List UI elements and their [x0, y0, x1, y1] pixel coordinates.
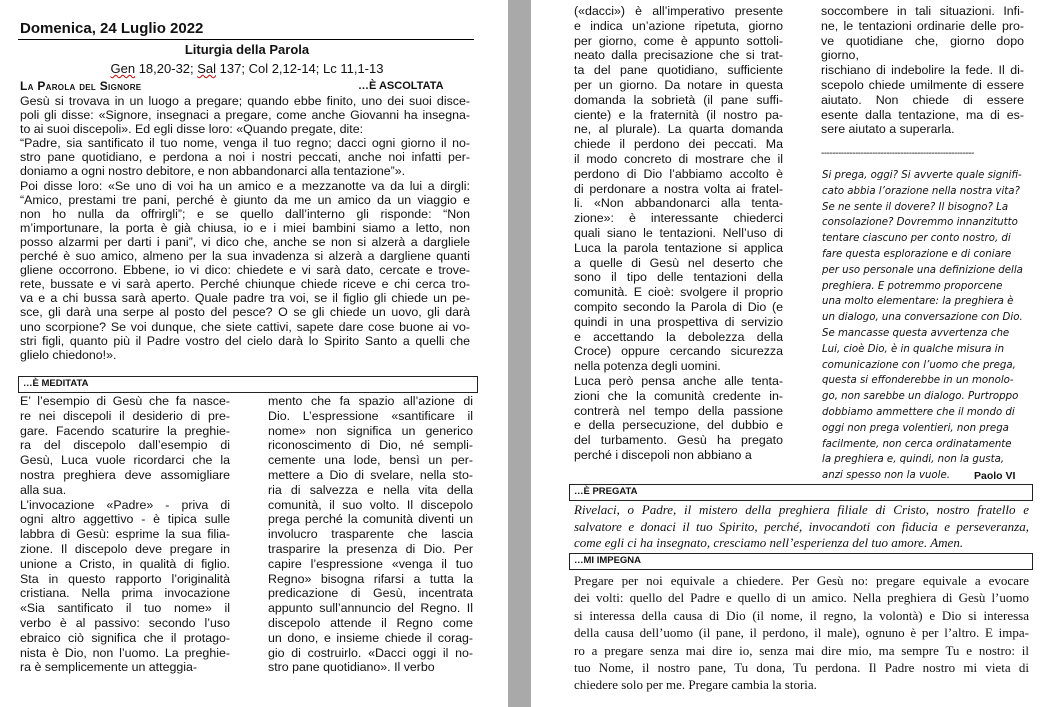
quote-line: go, non sarebbe un dialogo. Purtroppo [822, 391, 1019, 403]
commitment-text [574, 572, 1029, 694]
gospel-line: “Padre, sia santificato il tuo nome, venga il tuo regno; dacci ogni giorno il no- [20, 136, 470, 151]
meditation-column-4 [821, 4, 1024, 137]
text-line: ogni altro aggettivo - è tipica sulle [20, 512, 230, 527]
meditata-label: …È MEDITATA [23, 378, 89, 389]
commitment-line: chiedere solo per me. Pregare cambia la storia. [574, 677, 817, 693]
text-line: zioni che la comunità credente in- [574, 388, 783, 403]
section-tag-ascoltata: …È ASCOLTATA [358, 80, 444, 92]
text-line: mettere a Dio di svelare, nella sto- [268, 467, 473, 482]
text-line: E’ l’esempio di Gesù che fa nasce- [20, 394, 230, 408]
section-title-parola: La Parola del Signore [20, 79, 142, 93]
gospel-line: Gesù si trovava in un luogo a pregare; quando ebbe finito, uno dei suoi disce- [20, 94, 470, 108]
reading-sal: Sal [197, 61, 217, 76]
text-line: L’invocazione «Padre» - priva di [20, 497, 230, 512]
text-line: compito secondo la Parola di Dio (e [574, 299, 783, 314]
text-line: comunità. E cioè: svolgere il proprio [574, 285, 783, 300]
text-line: per un giorno. Da notare in questa [574, 77, 783, 92]
gospel-line: sce, gli darà una serpe al posto del pesce? O se gli chiede un uovo, gli darà [20, 305, 470, 320]
gospel-line: to ai suoi discepoli». Ed egli disse loro: «Quando pregate, dite: [20, 122, 364, 137]
quote-line: Se ne sente il dovere? Il bisogno? La [822, 201, 1009, 213]
quote-line: la preghiera e, quindi, non la gusta, [822, 454, 1005, 466]
text-line: nome» non significa un generico [268, 423, 473, 438]
gospel-line: stri figli, quanto più il Padre vostro del cielo darà lo Spirito Santo a quelli che [20, 333, 470, 348]
text-line: ve quotidiane che, giorno dopo [821, 33, 1024, 48]
text-line: prega perché la comunità diventi un [268, 512, 473, 527]
text-line: domanda la sobrietà (il pane suffi- [574, 92, 783, 107]
text-line: cristiana. Nella prima invocazione [20, 586, 230, 601]
text-line: Luca la parola tentazione si applica [574, 240, 783, 255]
text-line: zione. Il discepolo deve pregare in [20, 541, 230, 556]
quote-line: comunicazione con l’uomo che prega, [822, 359, 1016, 371]
text-line: ciente) e la fraternità (il nostro pa- [574, 107, 783, 122]
text-line: un dono, e insieme chiede il corag- [268, 630, 473, 645]
impegna-box [569, 553, 1033, 570]
text-line: Sta in questo rapporto l’originalità [20, 571, 230, 586]
text-line: verbo è al passivo: secondo l’uso [20, 615, 230, 630]
text-line: ria di salvezza e nella vita della [268, 482, 473, 497]
commitment-line: Pregare per noi equivale a chiedere. Per Gesù no: pregare equivale a evocare [574, 573, 1029, 588]
text-line: gare. Facendo scaturire la preghie- [20, 423, 230, 438]
text-line: appunto sull’annuncio del Regno. Il [268, 601, 473, 616]
quote-line: Si prega, oggi? Si avverte quale signifi- [822, 170, 1022, 181]
text-line: neato dalla precisazione che si trat- [574, 48, 783, 63]
pregata-box [569, 484, 1033, 501]
quote-line: preghiera. E potremmo proporcene [822, 280, 1003, 292]
commitment-line: della causa dell’uomo (il pane, il perdono, il male), ognuno è per l’altro. E impa- [574, 625, 1029, 641]
text-line: ebraico ciò significa che il protago- [20, 630, 230, 645]
gospel-line: m’importunare, la porta è già chiusa, io e i miei bambini siamo a letto, non [20, 220, 470, 235]
readings-line [0, 61, 494, 76]
text-line: Croce) oppure cercando sicurezza [574, 344, 783, 359]
text-line: perché i discepoli non abbiano a [574, 447, 752, 462]
reading-gen: Gen [110, 61, 136, 76]
text-line: del turbamento. Gesù ha pregato [574, 433, 783, 448]
quote-line: dobbiamo ammettere che il mondo di [822, 406, 1015, 418]
quote-line: oggi non prega volentieri, non prega [822, 422, 1009, 434]
text-line: cemente una lode, bensì un per- [268, 453, 473, 468]
text-line: alla sua. [20, 482, 67, 497]
gospel-line: gliene occorrono. Ebbene, io vi dico: chiedete e vi sarà dato, cercate e trove- [20, 263, 470, 278]
text-line: per giorno, come è appunto sottoli- [574, 33, 783, 48]
reading-rest: 137; Col 2,12-14; Lc 11,1-13 [216, 61, 384, 76]
commitment-line: dei volti: quello del Padre e quello di un amico. Nella preghiera di Gesù l’uomo [574, 590, 1029, 606]
text-line: perdono di Dio l’abbiamo accolto è [574, 166, 783, 181]
impegna-label: …MI IMPEGNA [574, 555, 642, 566]
text-line: nista è Dio, non l’uomo. La preghie- [20, 645, 230, 660]
text-line: zione»: è interessante chiederci [574, 211, 783, 226]
text-line: predicazione di Gesù, incentrata [268, 586, 473, 601]
gospel-line: uno scorpione? Se voi dunque, che siete cattivi, sapete dare cose buone ai vo- [20, 319, 470, 334]
text-line: aiutato. Non chiede di essere [821, 92, 1024, 107]
text-line: li. «Non abbandonarci alla tenta- [574, 196, 783, 211]
text-line: labbra di Gesù: esprime la sua filia- [20, 527, 230, 542]
liturgy-heading: Liturgia della Parola [184, 42, 310, 57]
text-line: trasparire la presenza di Dio. Per [268, 541, 473, 556]
gospel-line: posso alzarmi per darti i pani”, vi dico che, anche se non si alzerà a dargliele [20, 234, 470, 249]
commitment-line: tuo Nome, il nostro pane, Tu dona, Tu perdona. Il Padre nostro mi vieta di [574, 660, 1029, 676]
commitment-line: si interessa della causa di Dio (il nome, il regno, la volontà) e Dio si interessa [574, 607, 1029, 623]
text-line: involucro trasparente che lascia [268, 527, 473, 542]
text-line: chiede il perdono dei peccati. Ma [574, 137, 783, 152]
text-line: Dio. L’espressione «santificare il [268, 408, 473, 423]
paolo-vi-quote [822, 168, 1032, 484]
text-line: rischiano di indebolire la fede. Il di- [821, 63, 1024, 78]
gospel-line: glielo chiedono!». [20, 347, 117, 362]
text-line: e della persecuzione, del dubbio e [574, 418, 783, 433]
meditata-box [18, 376, 478, 393]
text-line: nostra preghiera deve assomigliare [20, 467, 230, 482]
text-line: stro pane quotidiano». Il verbo [268, 660, 435, 675]
text-line: esente dalla tentazione, ma di es- [821, 107, 1024, 122]
quote-line: cato abbia l’orazione nella nostra vita? [822, 185, 1020, 197]
prayer-line: come egli ci ha insegnato, cresciamo nell’esperienza del tuo amore. Amen. [574, 535, 964, 550]
text-line: re nei discepoli il desiderio di pre- [20, 408, 230, 423]
text-line: quindi in una prospettiva di servizio [574, 314, 783, 329]
gospel-line: stro pane quotidiano, e perdona a noi i nostri peccati, anche noi infatti per- [20, 150, 470, 165]
gospel-line: “Amico, prestami tre pani, perché è giunto da me un amico da un viaggio e [20, 192, 470, 207]
text-line: Luca però pensa anche alle tenta- [574, 373, 783, 388]
text-line: Regno» bisogna rifarsi a tutta la [268, 571, 473, 586]
gospel-line: poli gli disse: «Signore, insegnaci a pregare, come anche Giovanni ha insegna- [20, 108, 470, 123]
commitment-line: ro a pregare senza mai dire io, senza mai dire mio, ma sempre Tu e nostro: il [574, 642, 1029, 658]
text-line: ne, le tentazioni ordinarie delle pro- [821, 18, 1024, 33]
text-line: discepolo attende il Regno come [268, 615, 473, 630]
left-page [0, 0, 508, 707]
quote-line: tentare ciascuno per conto nostro, di [822, 233, 1011, 245]
text-line: «Sia santificato il tuo nome» il [20, 601, 230, 616]
meditation-column-3 [574, 4, 783, 463]
text-line: riconoscimento di Dio, né sempli- [268, 438, 473, 453]
text-line: Gesù, Luca vuole ricordarci che la [20, 453, 230, 468]
text-line: comunità, il suo volto. Il discepolo [268, 497, 473, 512]
gospel-line: Poi disse loro: «Se uno di voi ha un amico e a mezzanotte va da lui a dirgli: [20, 178, 470, 193]
quote-line: facilmente, non cerca ordinatamente [822, 438, 1012, 450]
prayer-line: Rivelaci, o Padre, il mistero della preghiera filiale di Cristo, nostro fratello e [574, 502, 1029, 517]
date-heading: Domenica, 24 Luglio 2022 [20, 20, 204, 37]
gospel-text [20, 94, 470, 362]
text-line: ta del pane quotidiano, sufficiente [574, 63, 783, 78]
gospel-line: non ho nulla da offrirgli”; e se quello dall’interno gli risponde: “Non [20, 206, 470, 221]
text-line: capire l’espressione «venga il tuo [268, 556, 473, 571]
gospel-line: perché è suo amico, almeno per la sua invadenza si alzerà a dargliene quanti [20, 249, 470, 264]
text-line: unione a Cristo, in qualità di figlio. [20, 556, 230, 571]
text-line: contrerà nel tempo della passione [574, 403, 783, 418]
right-page [531, 0, 1049, 707]
text-line: mento che fa spazio all’azione di [268, 394, 473, 408]
meditation-column-1 [20, 394, 230, 675]
reading-gen-ref: 18,20-32; [135, 61, 198, 76]
quote-line: Lui, cioè Dio, è in qualche misura in [822, 343, 1005, 355]
quote-line: per uso personale una definizione della [822, 264, 1023, 276]
gospel-line: rete, bussate e vi sarà aperto. Perché chiunque chiede riceve e chi cerca tro- [20, 277, 470, 292]
text-line: giorno, [821, 48, 859, 63]
text-line: il modo concreto di mostrare che il [574, 151, 783, 166]
text-line: di perdonare a nostra volta ai fratel- [574, 181, 783, 196]
text-line: sere aiutato a superarla. [821, 122, 955, 137]
quote-line: anzi spesso non la vuole. [822, 470, 950, 482]
text-line: a quelle di Gesù nel deserto che [574, 255, 783, 270]
quote-line: questa si effonderebbe in un monolo- [822, 375, 1014, 387]
text-line: sono il tipo delle tentazioni della [574, 270, 783, 285]
quote-line: fare questa esplorazione e di coniare [822, 248, 1012, 260]
separator-line: ------------------------------------------------------ [821, 148, 974, 159]
pregata-label: …È PREGATA [574, 486, 638, 497]
text-line: e indica un’azione ripetuta, giorno [574, 18, 783, 33]
quote-author: Paolo VI [974, 470, 1016, 482]
prayer-line: salvatore e donaci il tuo Spirito, perché, invocandoti con fiducia e perseveranza, [574, 518, 1029, 534]
gospel-line: doniamo a ogni nostro debitore, e non abbandonarci alla tentazione”». [20, 164, 406, 179]
text-line: («dacci») è all’imperativo presente [574, 4, 783, 18]
date-rule [18, 39, 474, 40]
prayer-text [574, 502, 1029, 552]
text-line: ne, al plurale). La quarta domanda [574, 122, 783, 137]
quote-line: un dialogo, una conversazione con Dio. [822, 312, 1023, 324]
text-line: nella potenza degli uomini. [574, 359, 721, 374]
quote-line: Se mancasse questa avvertenza che [822, 327, 1010, 339]
text-line: ra del discepolo dall’esempio di [20, 438, 230, 453]
text-line: scepolo chiede umilmente di essere [821, 77, 1024, 92]
text-line: ra è semplicemente un atteggia- [20, 660, 198, 675]
text-line: gio di costruirlo. «Dacci oggi il no- [268, 645, 473, 660]
gospel-line: va e a chi bussa sarà aperto. Quale padre tra voi, se il figlio gli chiede un pe- [20, 291, 470, 306]
quote-line: una molto elementare: la preghiera è [822, 296, 1014, 308]
text-line: quali siano le tentazioni. Nell’uso di [574, 225, 783, 240]
text-line: soccombere in tali situazioni. Infi- [821, 4, 1024, 18]
meditation-column-2 [268, 394, 473, 675]
text-line: e accettando la debolezza della [574, 329, 783, 344]
quote-line: consolazione? Dovremmo innanzitutto [822, 217, 1018, 229]
